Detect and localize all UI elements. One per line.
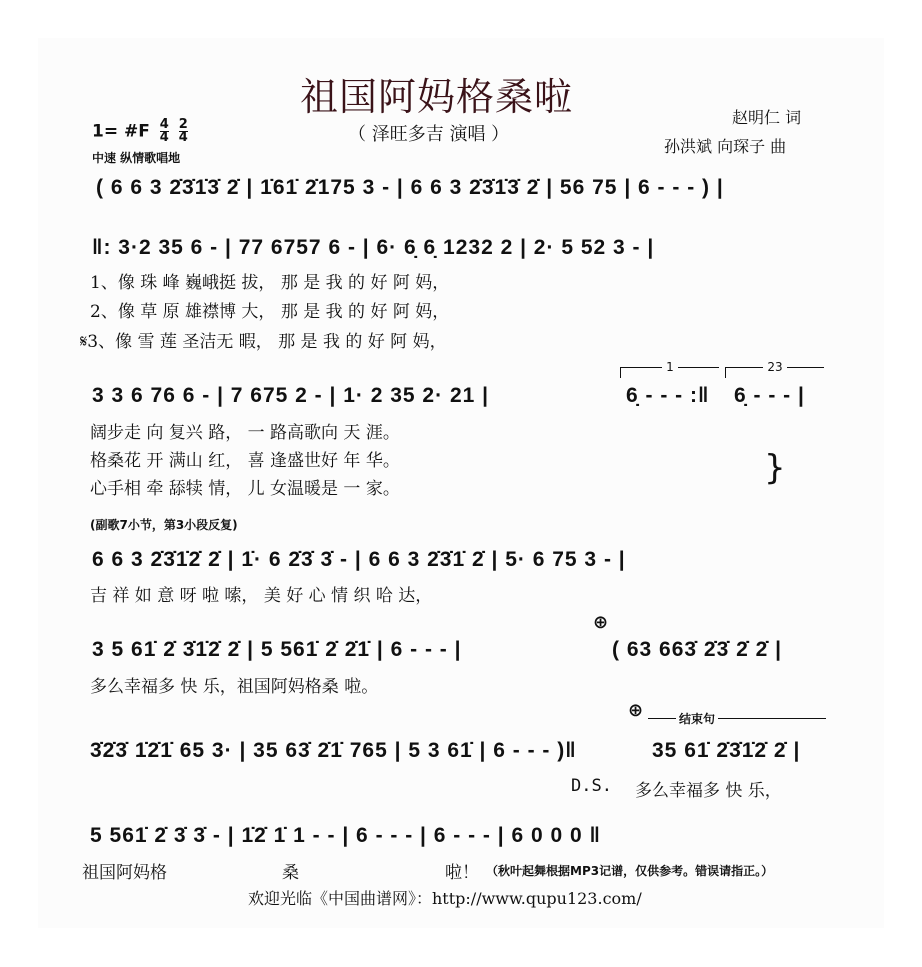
volta-1-bracket: 1	[620, 367, 719, 378]
lyricist-credit: 赵明仁 词	[732, 108, 802, 127]
intro-notes: ( 6 6 3 2̇3̇1̇3̇ 2̇ | 1̇61̇ 2̇175 3 - | 6 6 3 2̇3̇1̇3̇ 2̇ | 56 75 | 6 - - - ) |	[96, 176, 724, 199]
final-lyric-a: 祖国阿妈格	[82, 863, 167, 883]
verse-lyric-5: 格桑花 开 满山 红， 喜 逢盛世好 年 华。	[90, 451, 400, 471]
volta-1-notes: 6̣ - - - :‖	[626, 384, 710, 407]
chorus-notes-2: 3 5 61̇ 2̇ 3̇1̇2̇ 2̇ | 5 561̇ 2̇ 2̇1̇ | 6 - - - |	[92, 638, 462, 661]
verse-lyric-6: 心手相 牵 舔犊 情， 儿 女温暖是 一 家。	[90, 479, 400, 499]
verse-notes-1: ‖: 3·2 35 6 - | 77 6757 6 - | 6· 6̣ 6̣ 1232 2 | 2· 5 52 3 - |	[92, 236, 655, 259]
ending-notes: 35 61̇ 2̇3̇1̇2̇ 2̇ |	[652, 739, 801, 762]
verse-lyric-3: 𝄋3、像 雪 莲 圣洁无 暇， 那 是 我 的 好 阿 妈，	[80, 332, 447, 352]
final-lyric-c: 啦！	[445, 863, 479, 883]
coda-icon-ending: ⊕	[628, 700, 644, 721]
chorus-lyric-2: 多么幸福多 快 乐，祖国阿妈格桑 啦。	[90, 677, 379, 697]
chorus-notes-1: 6 6 3 2̇3̇1̇2̇ 2̇ | 1̇· 6 2̇3̇ 3̇ - | 6 6 3 2̇3̇1̇ 2̇ | 5· 6 75 3 - |	[92, 548, 626, 571]
interlude-notes-2: 3̇2̇3̇ 1̇2̇1̇ 65 3· | 35 63̇ 2̇1̇ 765 | 5 3 61̇ | 6 - - - )‖	[90, 739, 577, 762]
final-lyric-b: 桑	[282, 863, 299, 883]
verse-lyric-4: 阔步走 向 复兴 路， 一 路高歌向 天 涯。	[90, 423, 400, 443]
footer-website[interactable]: 欢迎光临《中国曲谱网》：http://www.qupu123.com/	[248, 889, 642, 908]
verse-notes-2: 3 3 6 76 6 - | 7 675 2 - | 1· 2 35 2· 21 |	[92, 384, 490, 407]
ds-marking: D.S.	[571, 776, 612, 796]
ending-label: 结束句	[676, 710, 718, 727]
chorus-lyric-1: 吉 祥 如 意 呀 啦 嗦， 美 好 心 情 织 哈 达，	[90, 586, 433, 606]
singer-credit: （ 泽旺多吉 演唱 ）	[348, 124, 510, 145]
coda-icon: ⊕	[593, 612, 609, 633]
verse-lyric-1: 1、像 珠 峰 巍峨挺 拔， 那 是 我 的 好 阿 妈，	[90, 273, 450, 293]
composer-credit: 孙洪斌 向琛子 曲	[664, 137, 787, 156]
transcription-remark: （秋叶起舞根据MP3记谱，仅供参考。错误请指正。）	[486, 864, 774, 878]
interlude-notes: ( 63 663̇ 2̇3̇ 2̇ 2̇ |	[612, 638, 782, 661]
key-text: 1= #F	[92, 121, 150, 142]
time-signature-2: $\frac{2}{4}$	[178, 117, 188, 145]
song-title: 祖国阿妈格桑啦	[300, 75, 574, 119]
ending-lyric: 多么幸福多 快 乐，	[635, 781, 782, 801]
chorus-note: (副歌7小节，第3小段反复)	[90, 518, 238, 532]
brace-symbol: }	[764, 448, 786, 488]
volta-23-bracket: 23	[725, 367, 824, 378]
verse-lyric-2: 2、像 草 原 雄襟博 大， 那 是 我 的 好 阿 妈，	[90, 302, 450, 322]
tempo-marking: 中速 纵情歌唱地	[92, 151, 181, 165]
final-notes: 5 561̇ 2̇ 3̇ 3̇ - | 1̇2̇ 1̇ 1 - - | 6 - - - | 6 - - - | 6 0 0 0 ‖	[90, 824, 601, 847]
time-signature-1: $\frac{4}{4}$	[159, 117, 169, 145]
volta-23-notes: 6̣ - - - |	[734, 384, 805, 407]
key-signature	[92, 119, 188, 144]
ending-line	[648, 718, 826, 719]
